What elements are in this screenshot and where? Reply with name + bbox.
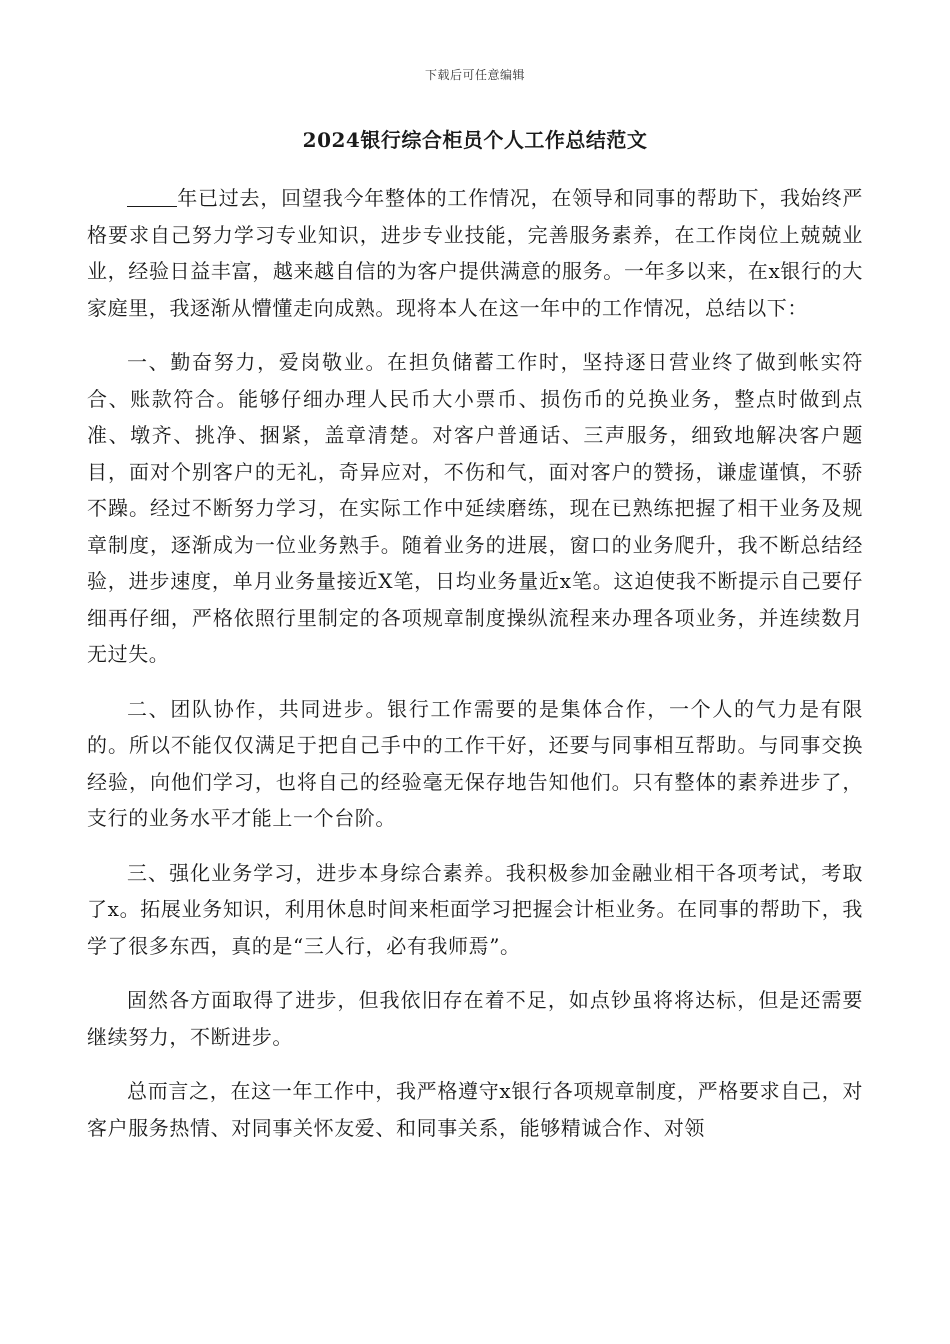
paragraph-section-2: 二、团队协作，共同进步。银行工作需要的是集体合作，一个人的气力是有限的。所以不能仅仅满足于把自己手中的工作干好，还要与同事相互帮助。与同事交换经验，向他们学习，也将自己的经验毫无保存地告知他们。只有整体的素养进步了，支行的业务水平才能上一个台阶。: [87, 696, 863, 830]
document-body: [87, 180, 863, 1164]
paragraph-section-3: 三、强化业务学习，进步本身综合素养。我积极参加金融业相干各项考试，考取了x。拓展业务知识，利用休息时间来柜面学习把握会计柜业务。在同事的帮助下，我学了很多东西，真的是“三人行，必有我师焉”。: [87, 860, 863, 958]
document-title: 2024银行综合柜员个人工作总结范文: [302, 128, 648, 152]
fill-in-blank: [127, 186, 177, 207]
paragraph-section-1: 一、勤奋努力，爱岗敬业。在担负储蓄工作时，坚持逐日营业终了做到帐实符合、账款符合。能够仔细办理人民币大小票币、损伤币的兑换业务，整点时做到点准、墩齐、挑净、捆紧，盖章清楚。对客户普通话、三声服务，细致地解决客户题目，面对个别客户的无礼，奇异应对，不伤和气，面对客户的赞扬，谦虚谨慎，不骄不躁。经过不断努力学习，在实际工作中延续磨练，现在已熟练把握了相干业务及规章制度，逐渐成为一位业务熟手。随着业务的进展，窗口的业务爬升，我不断总结经验，进步速度，单月业务量接近X笔，日均业务量近x笔。这迫使我不断提示自己要仔细再仔细，严格依照行里制定的各项规章制度操纵流程来办理各项业务，并连续数月无过失。: [87, 350, 863, 666]
paragraph-intro: [87, 180, 863, 326]
paragraph-shortcomings: 固然各方面取得了进步，但我依旧存在着不足，如点钞虽将将达标，但是还需要继续努力，不断进步。: [87, 988, 863, 1049]
paragraph-conclusion: 总而言之，在这一年工作中，我严格遵守x银行各项规章制度，严格要求自己，对客户服务热情、对同事关怀友爱、和同事关系，能够精诚合作、对领: [87, 1079, 863, 1140]
paragraph-intro-text: 年已过去，回望我今年整体的工作情况，在领导和同事的帮助下，我始终严格要求自己努力学习专业知识，进步专业技能，完善服务素养，在工作岗位上兢兢业业，经验日益丰富，越来越自信的为客户提供满意的服务。一年多以来，在x银行的大家庭里，我逐渐从懵懂走向成熟。现将本人在这一年中的工作情况，总结以下：: [87, 186, 863, 320]
header-note: 下载后可任意编辑: [424, 68, 525, 82]
